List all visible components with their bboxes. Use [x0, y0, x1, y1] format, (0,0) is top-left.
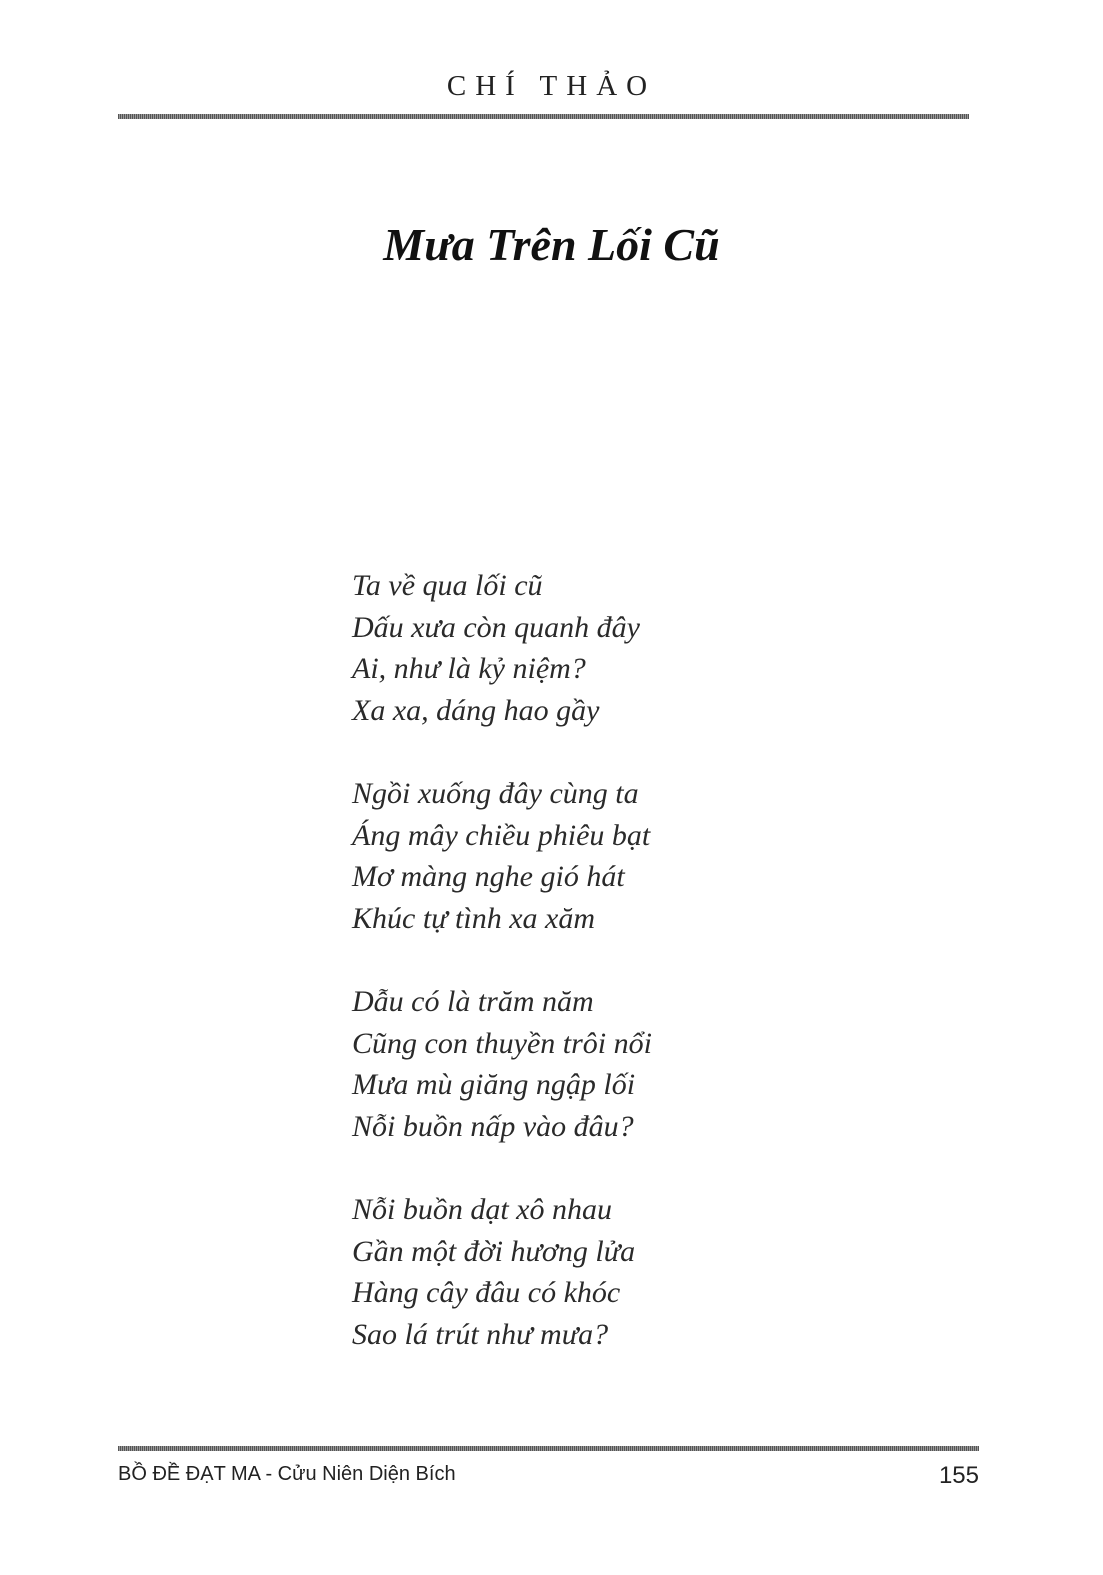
poem-line: Hàng cây đâu có khóc [352, 1276, 621, 1309]
header-divider [118, 114, 969, 119]
poem-line: Dẫu có là trăm năm [352, 985, 594, 1018]
poem-line: Sao lá trút như mưa? [352, 1317, 609, 1351]
poem-line: Nỗi buồn dạt xô nhau [352, 1193, 612, 1226]
stanza-2 [352, 773, 852, 939]
stanza-1 [352, 565, 852, 731]
poem-line: Mưa mù giăng ngập lối [352, 1068, 636, 1101]
poem-line: Ngồi xuống đây cùng ta [352, 777, 639, 810]
poem-line: Dấu xưa còn quanh đây [352, 610, 640, 644]
poem-line: Áng mây chiều phiêu bạt [352, 818, 651, 852]
poem-title: Mưa Trên Lối Cũ [383, 219, 720, 270]
poem-line: Xa xa, dáng hao gầy [352, 693, 600, 727]
poem-line: Ai, như là kỷ niệm? [352, 652, 586, 685]
poem-line: Cũng con thuyền trôi nổi [352, 1026, 652, 1060]
stanza-4 [352, 1189, 852, 1355]
poem-body [352, 565, 852, 1397]
poem-line: Khúc tự tình xa xăm [352, 901, 595, 935]
page-number: 155 [938, 1462, 979, 1489]
poem-line: Mơ màng nghe gió hát [352, 860, 625, 893]
poem-line: Gần một đời hương lửa [352, 1234, 636, 1268]
poem-line: Ta về qua lối cũ [352, 569, 543, 602]
footer-divider [118, 1446, 979, 1451]
poem-line: Nỗi buồn nấp vào đâu? [352, 1109, 634, 1143]
stanza-3 [352, 981, 852, 1147]
footer-book-title: BỒ ĐỀ ĐẠT MA - Cửu Niên Diện Bích [118, 1463, 456, 1485]
running-header-author: CHÍ THẢO [446, 70, 657, 102]
